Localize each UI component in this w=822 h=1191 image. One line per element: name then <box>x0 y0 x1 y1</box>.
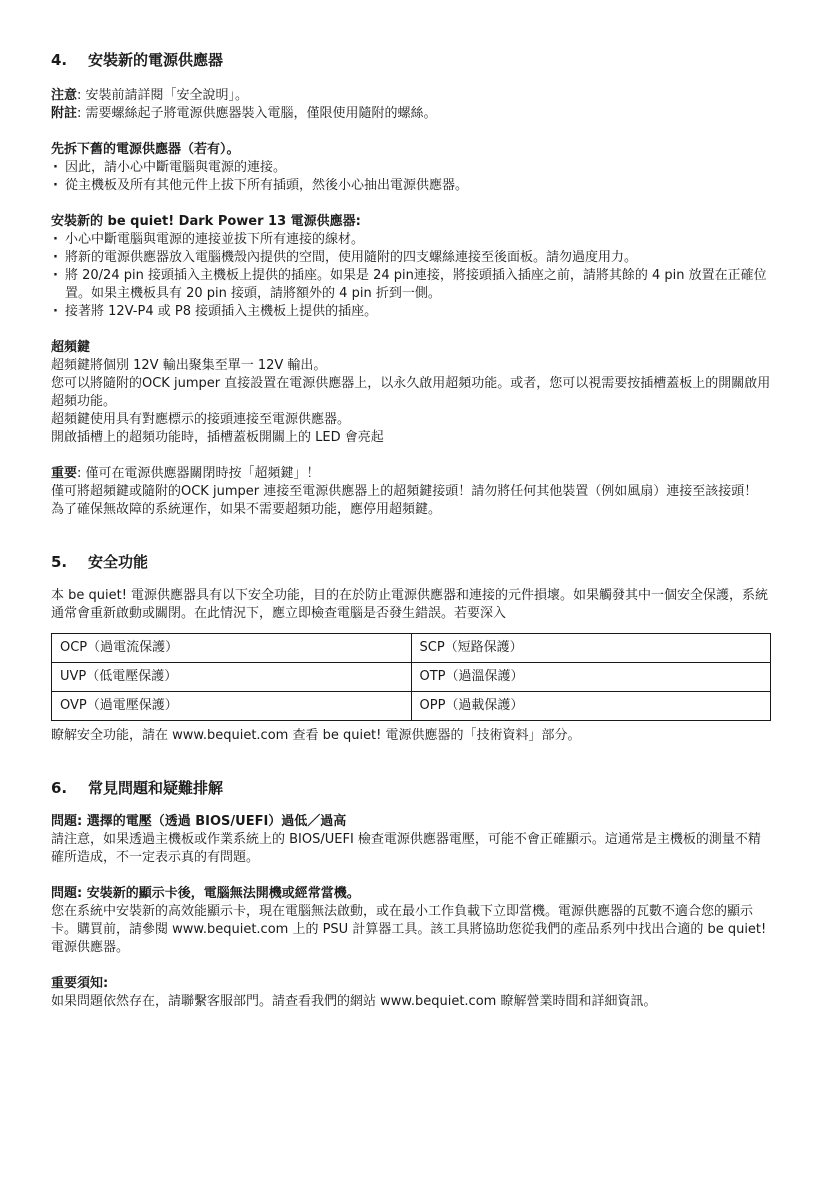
overclocking-line: 超頻鍵將個別 12V 輸出聚集至單一 12V 輸出。 <box>51 358 327 373</box>
section-5-number: 5. <box>51 553 68 571</box>
remove-old-psu-title: 先拆下舊的電源供應器（若有）。 <box>51 142 240 157</box>
section-6-heading <box>51 777 771 799</box>
table-cell: OVP（過電壓保護） <box>52 692 412 721</box>
overclocking-line: 您可以將隨附的OCK jumper 直接設置在電源供應器上，以永久啟用超頻功能。或者，您可以視需要按插槽蓋板上的開關啟用超頻功能。 <box>51 376 771 409</box>
safety-outro: 瞭解安全功能，請在 www.bequiet.com 查看 be quiet! 電源供應器的「技術資料」部分。 <box>51 728 581 743</box>
section-6-number: 6. <box>51 779 68 797</box>
section-5-heading <box>51 551 771 573</box>
overclocking-line: 超頻鍵使用具有對應標示的接頭連接至電源供應器。 <box>51 412 351 427</box>
section-6-title: 常見問題和疑難排解 <box>88 779 224 797</box>
table-cell: OCP（過電流保護） <box>52 634 412 663</box>
important-detail: 僅可將超頻鍵或隨附的OCK jumper 連接至電源供應器上的超頻鍵接頭！請勿將任何其他裝置（例如風扇）連接至該接頭！ <box>51 484 758 499</box>
list-item: · 從主機板及所有其他元件上拔下所有插頭，然後小心抽出電源供應器。 <box>51 177 771 195</box>
safety-features-table <box>51 633 771 721</box>
list-item: · 接著將 12V-P4 或 P8 接頭插入主機板上提供的插座。 <box>51 303 771 321</box>
remove-old-psu-list <box>51 159 771 195</box>
table-row <box>52 634 771 663</box>
section-5-title: 安全功能 <box>88 553 149 571</box>
safety-intro: 本 be quiet! 電源供應器具有以下安全功能，目的在於防止電源供應器和連接的元件損壞。如果觸發其中一個安全保護，系統通常會重新啟動或關閉。在此情況下，應立即檢查電腦是否發生錯誤。若要深入 <box>51 588 769 621</box>
list-item: · 小心中斷電腦與電源的連接並拔下所有連接的線材。 <box>51 231 771 249</box>
install-new-psu-list <box>51 231 771 321</box>
faq-gpu-title: 問題: 安裝新的顯示卡後，電腦無法開機或經常當機。 <box>51 886 360 901</box>
table-cell: UVP（低電壓保護） <box>52 663 412 692</box>
note-label: 注意 <box>51 88 78 103</box>
install-new-psu-title: 安裝新的 be quiet! Dark Power 13 電源供應器: <box>51 214 361 229</box>
important-text: : 僅可在電源供應器關閉時按「超頻鍵」！ <box>77 466 320 481</box>
table-cell: OTP（過溫保護） <box>411 663 771 692</box>
addendum-text: : 需要螺絲起子將電源供應器裝入電腦，僅限使用隨附的螺絲。 <box>77 106 437 121</box>
manual-page <box>51 49 771 1011</box>
important-line <box>51 465 771 483</box>
addendum-label: 附註 <box>51 106 78 121</box>
overclocking-line: 開啟插槽上的超頻功能時，插槽蓋板開關上的 LED 會亮起 <box>51 430 384 445</box>
important-label: 重要 <box>51 466 78 481</box>
table-cell: OPP（過載保護） <box>411 692 771 721</box>
table-row <box>52 692 771 721</box>
list-item: · 將新的電源供應器放入電腦機殼內提供的空間，使用隨附的四支螺絲連接至後面板。請勿過度用力。 <box>51 249 771 267</box>
important-notice-title: 重要須知: <box>51 976 109 991</box>
faq-voltage-text: 請注意，如果透過主機板或作業系統上的 BIOS/UEFI 檢查電源供應器電壓，可能不會正確顯示。這通常是主機板的測量不精確所造成，不一定表示真的有問題。 <box>51 832 761 865</box>
section-4-number: 4. <box>51 51 68 69</box>
faq-gpu-text: 您在系統中安裝新的高效能顯示卡，現在電腦無法啟動，或在最小工作負載下立即當機。電源供應器的瓦數不適合您的顯示卡。購買前，請參閱 www.bequiet.com 上的 PSU 計算器工具。該工具將協助您從我們的產品系列中找出合適的 be quiet! 電源供應器。 <box>51 904 767 955</box>
faq-voltage-title: 問題: 選擇的電壓（透過 BIOS/UEFI）過低／過高 <box>51 814 347 829</box>
overclocking-key-title: 超頻鍵 <box>51 340 91 355</box>
important-notice-text: 如果問題依然存在，請聯繫客服部門。請查看我們的網站 www.bequiet.com 瞭解營業時間和詳細資訊。 <box>51 994 657 1009</box>
section-4-heading <box>51 49 771 71</box>
section-4-title: 安裝新的電源供應器 <box>88 51 224 69</box>
note-text: : 安裝前請詳閱「安全說明」。 <box>77 88 249 103</box>
list-item: · 因此，請小心中斷電腦與電源的連接。 <box>51 159 771 177</box>
list-item: · 將 20/24 pin 接頭插入主機板上提供的插座。如果是 24 pin連接，將接頭插入插座之前，請將其餘的 4 pin 放置在正確位置。如果主機板具有 20 pin 接頭，請將額外的 4 pin 折到一側。 <box>51 267 771 303</box>
table-cell: SCP（短路保護） <box>411 634 771 663</box>
important-detail: 為了確保無故障的系統運作，如果不需要超頻功能，應停用超頻鍵。 <box>51 502 442 517</box>
addendum-line <box>51 105 771 123</box>
table-row <box>52 663 771 692</box>
note-line <box>51 87 771 105</box>
